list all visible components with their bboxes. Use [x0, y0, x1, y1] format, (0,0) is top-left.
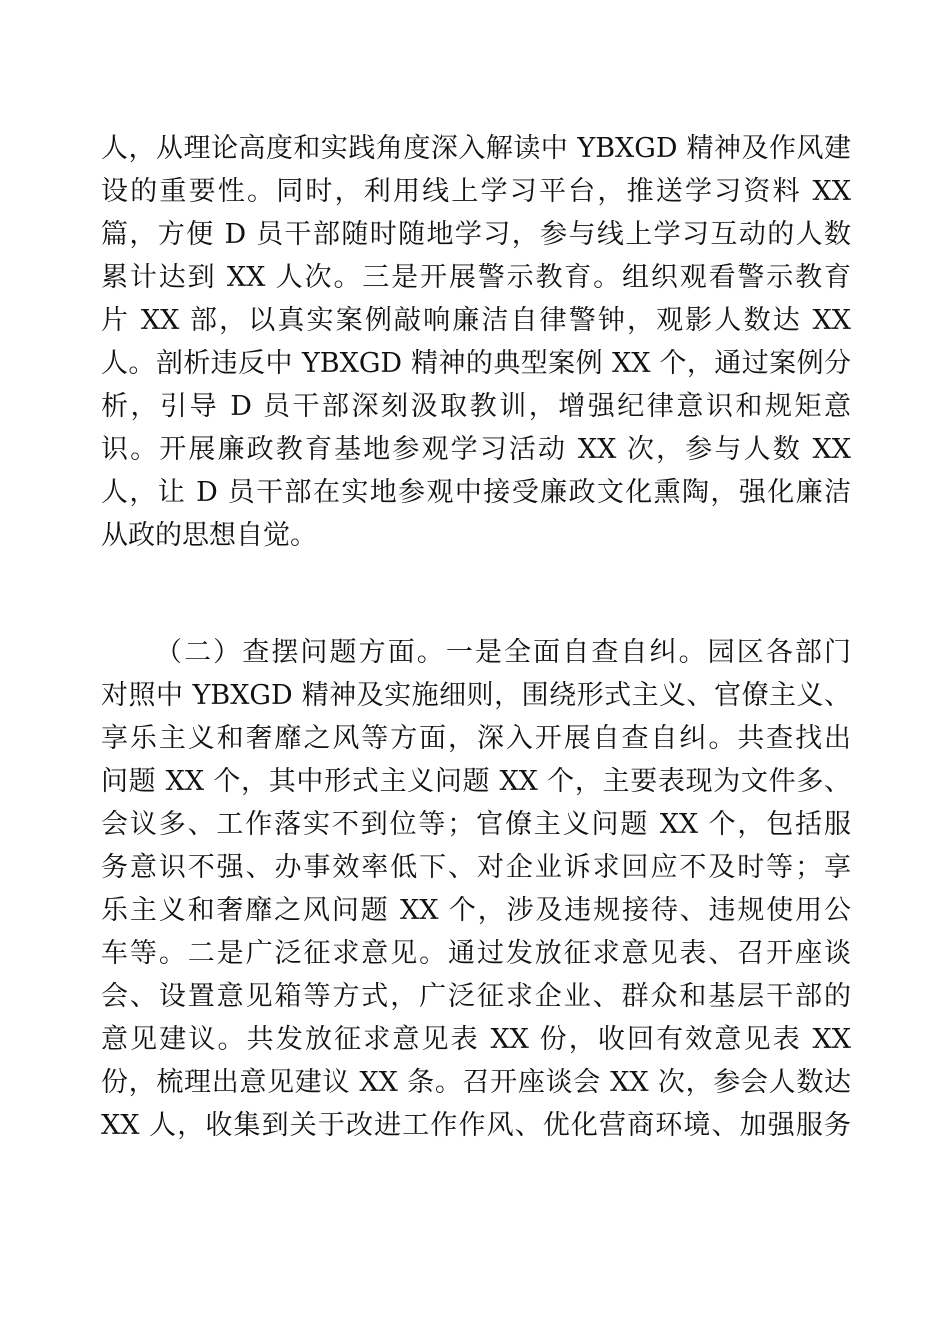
- text-line: 车等。二是广泛征求意见。通过发放征求意见表、召开座谈: [101, 938, 851, 969]
- text-line: 设的重要性。同时，利用线上学习平台，推送学习资料 XX: [101, 176, 851, 207]
- text-line: XX 人，收集到关于改进工作作风、优化营商环境、加强服务: [101, 1110, 851, 1141]
- text-line: 意见建议。共发放征求意见表 XX 份，收回有效意见表 XX: [101, 1024, 851, 1055]
- text-line-heading: （二）查摆问题方面。一是全面自查自纠。园区各部门: [155, 637, 851, 668]
- text-line: 从政的思想自觉。: [101, 520, 317, 551]
- text-line: 片 XX 部，以真实案例敲响廉洁自律警钟，观影人数达 XX: [101, 305, 851, 336]
- text-line: 务意识不强、办事效率低下、对企业诉求回应不及时等；享: [101, 852, 851, 883]
- paragraph-continuation: [101, 127, 851, 557]
- text-line: 识。开展廉政教育基地参观学习活动 XX 次，参与人数 XX: [101, 434, 851, 465]
- text-line: 问题 XX 个，其中形式主义问题 XX 个，主要表现为文件多、: [101, 766, 851, 797]
- text-line: 人。剖析违反中 YBXGD 精神的典型案例 XX 个，通过案例分: [101, 348, 851, 379]
- text-line: 享乐主义和奢靡之风等方面，深入开展自查自纠。共查找出: [101, 723, 851, 754]
- text-line: 人，从理论高度和实践角度深入解读中 YBXGD 精神及作风建: [101, 133, 851, 164]
- text-line: 析，引导 D 员干部深刻汲取教训，增强纪律意识和规矩意: [101, 391, 851, 422]
- text-line: 份，梳理出意见建议 XX 条。召开座谈会 XX 次，参会人数达: [101, 1067, 851, 1098]
- text-line: 会、设置意见箱等方式，广泛征求企业、群众和基层干部的: [101, 981, 851, 1012]
- text-line: 会议多、工作落实不到位等；官僚主义问题 XX 个，包括服: [101, 809, 851, 840]
- text-line: 篇，方便 D 员干部随时随地学习，参与线上学习互动的人数: [101, 219, 851, 250]
- text-line: 人，让 D 员干部在实地参观中接受廉政文化熏陶，强化廉洁: [101, 477, 851, 508]
- text-line: 乐主义和奢靡之风问题 XX 个，涉及违规接待、违规使用公: [101, 895, 851, 926]
- paragraph-problem-review: [101, 631, 851, 1147]
- text-line: 累计达到 XX 人次。三是开展警示教育。组织观看警示教育: [101, 262, 851, 293]
- text-line: 对照中 YBXGD 精神及实施细则，围绕形式主义、官僚主义、: [101, 680, 851, 711]
